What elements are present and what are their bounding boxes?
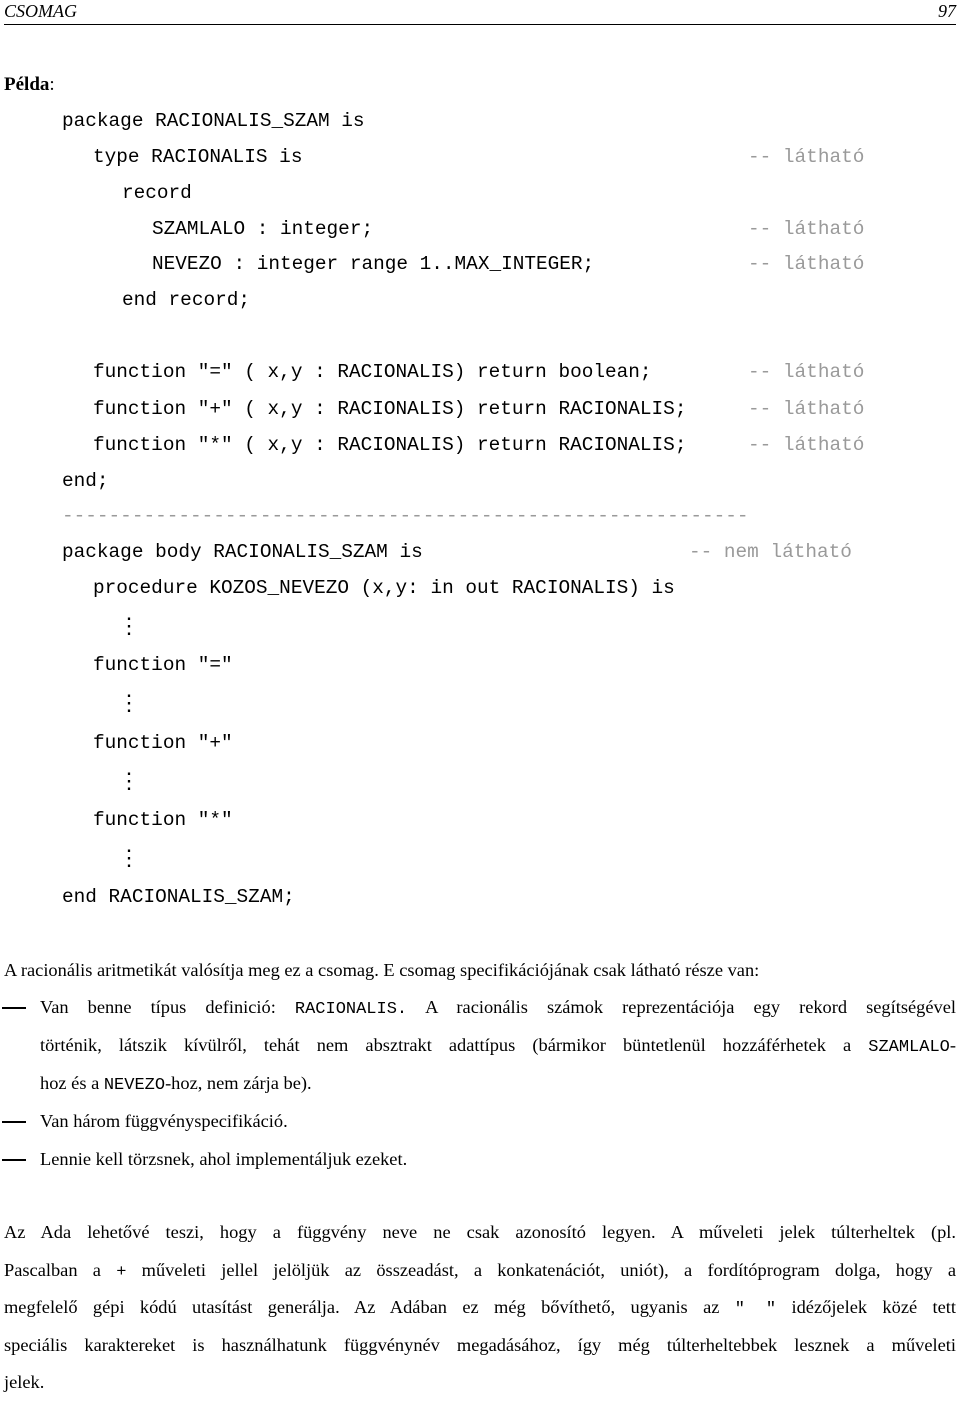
page-header	[4, 0, 956, 25]
code-line: function ″*″ ( x,y : RACIONALIS) return RACIONALIS;	[93, 434, 687, 456]
code-comment: -- látható	[748, 218, 865, 240]
bullet-2: Van három függvényspecifikáció.	[40, 1111, 288, 1131]
code-comment: -- látható	[748, 146, 865, 168]
closing-paragraph	[4, 1214, 956, 1402]
paragraph-line: Pascalban a + műveleti jellel jelöljük az összeadást, a konkatenációt, uniót), a fordítóprogram dolga, hogy a	[4, 1259, 956, 1282]
bullet-1-line-3: hoz és a NEVEZO-hoz, nem zárja be).	[40, 1073, 312, 1095]
bullet-dash	[2, 1159, 26, 1161]
separator-line: -----------------------------------------------------------	[62, 505, 749, 527]
bullet-dash	[2, 1007, 26, 1009]
code-line: procedure KOZOS_NEVEZO (x,y: in out RACIONALIS) is	[93, 577, 675, 599]
code-line: function ″+″	[93, 732, 233, 754]
code-line: type RACIONALIS is	[93, 146, 303, 168]
code-comment: -- látható	[748, 434, 865, 456]
code-line: end record;	[122, 289, 250, 311]
code-comment: -- látható	[748, 398, 865, 420]
code-line: end RACIONALIS_SZAM;	[62, 886, 295, 908]
intro-text: A racionális aritmetikát valósítja meg ez a csomag. E csomag specifikációjának csak látható része van:	[4, 960, 760, 980]
paragraph-line: speciális karaktereket is használhatunk függvénynév megadásához, így még túlterheltebbek lesznek a műveleti	[4, 1334, 956, 1355]
code-comment: -- nem látható	[689, 541, 852, 563]
code-line: end;	[62, 470, 109, 492]
paragraph-line: megfelelő gépi kódú utasítást generálja. Az Adában ez még bővíthető, ugyanis az ″ ″ idézőjelek közé tett	[4, 1297, 956, 1320]
vertical-ellipsis: ⋮	[118, 768, 140, 793]
code-line: function ″=″ ( x,y : RACIONALIS) return boolean;	[93, 361, 652, 383]
vertical-ellipsis: ⋮	[118, 613, 140, 638]
paragraph-line: jelek.	[4, 1372, 45, 1393]
vertical-ellipsis: ⋮	[118, 690, 140, 715]
bullet-dash	[2, 1121, 26, 1123]
paragraph-line: Az Ada lehetővé teszi, hogy a függvény neve ne csak azonosító legyen. A műveleti jelek túlterheltek (pl.	[4, 1222, 956, 1242]
code-line: function ″*″	[93, 809, 233, 831]
vertical-ellipsis: ⋮	[118, 845, 140, 870]
code-line: function ″+″ ( x,y : RACIONALIS) return RACIONALIS;	[93, 398, 687, 420]
code-comment: -- látható	[748, 361, 865, 383]
code-comment: -- látható	[748, 253, 865, 275]
code-line: SZAMLALO : integer;	[152, 218, 374, 240]
code-line: package RACIONALIS_SZAM is	[62, 110, 365, 132]
code-line: package body RACIONALIS_SZAM is	[62, 541, 423, 563]
code-line: NEVEZO : integer range 1..MAX_INTEGER;	[152, 253, 595, 275]
example-label: Példa:	[4, 74, 55, 95]
header-title: CSOMAG	[4, 1, 77, 21]
bullet-3: Lennie kell törzsnek, ahol implementáljuk ezeket.	[40, 1149, 408, 1169]
bullet-1-line-1: Van benne típus definició: RACIONALIS. A racionális számok reprezentációja egy rekord segítségével	[40, 997, 956, 1019]
code-line: record	[122, 182, 192, 204]
page-number: 97	[938, 1, 956, 21]
bullet-1-line-2: történik, látszik kívülről, tehát nem absztrakt adattípus (bármikor büntetlenül hozzáférhetek a SZAMLALO-	[40, 1035, 956, 1057]
code-line: function ″=″	[93, 654, 233, 676]
